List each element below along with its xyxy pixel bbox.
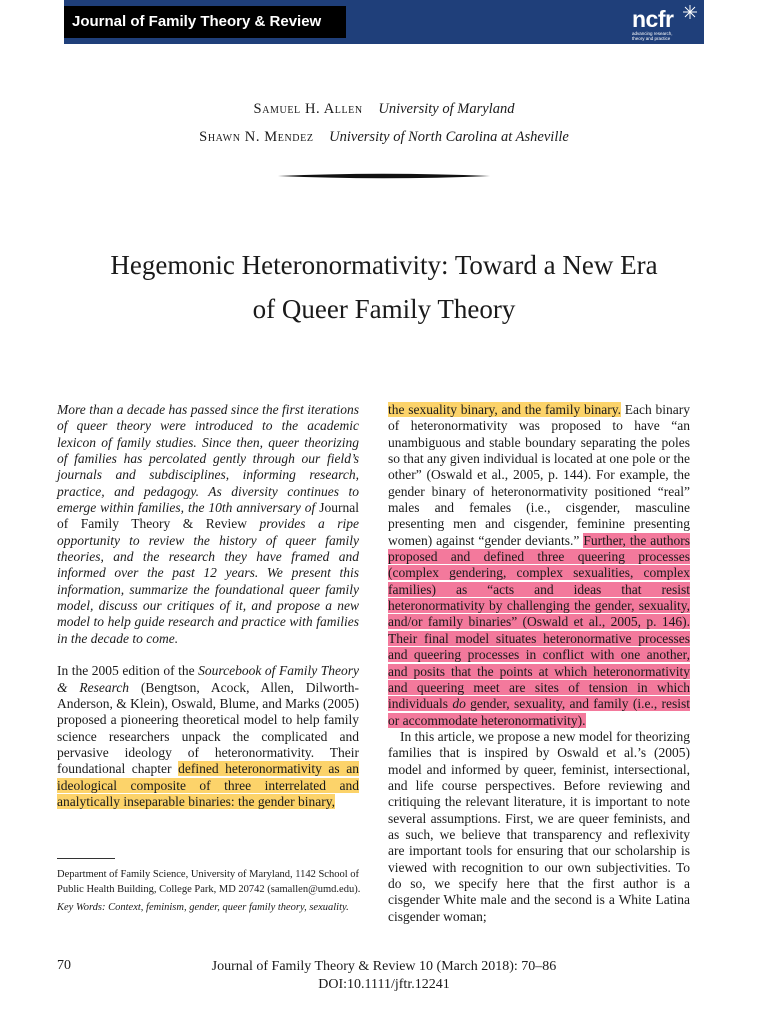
author-name: Shawn N. Mendez (199, 129, 314, 145)
doi: DOI:10.1111/jftr.12241 (318, 977, 450, 992)
keywords: Key Words: Context, feminism, gender, queer family theory, sexuality. (57, 902, 349, 913)
logo-tagline: advancing research, theory and practice (632, 31, 673, 41)
citation: Journal of Family Theory & Review 10 (March 2018): 70–86 (211, 959, 557, 974)
journal-name-inline: Journal of Family Theory & Review (57, 500, 359, 532)
ncfr-logo (632, 4, 698, 42)
right-column (388, 402, 690, 925)
book-title: Sourcebook of Family Theory & Research (57, 663, 359, 695)
body-paragraph: the sexuality binary, and the family binary. Each binary of heteronormativity was proposed to have “an unambiguous and stable boundary separating the poles so that any given individual is located at one pole or the other” (Oswald et al., 2005, p. 144). For example, the gender binary of heteronormativity positioned “real” males and females (i.e., cisgender, masculine presenting men and cisgender, feminine presenting women) against “gender deviants.” Further, the authors proposed and defined three queering processes (complex gendering, complex sexualities, complex families) as “acts and ideas that resist heteronormativity by challenging the gender, sexuality, and/or family binaries” (Oswald et al., 2005, p. 146). Their final model situates heteronormative processes and queering processes in conflict with one another, and posits that the points at which heteronormativity and queering meet are sites of tension in which individuals do gender, sexuality, and family (i.e., resist or accommodate heteronormativity). (388, 402, 691, 728)
highlight-yellow: defined heteronormativity as an ideological composite of three interrelated and analytically inseparable binaries: the gender binary, (57, 761, 359, 809)
author-contact: Department of Family Science, University of Maryland, 1142 School of Public Health Building, College Park, MD 20742 (samallen@umd.edu). (57, 869, 361, 895)
journal-banner (64, 0, 704, 44)
body-paragraph: In this article, we propose a new model for theorizing families that is inspired by Oswald et al.’s (2005) model and informed by queer, feminist, intersectional, and life course perspectives. Before reviewing and critiquing the relevant literature, it is important to note several assumptions. First, we are queer feminists, and as such, we believe that transparency and reflexivity are important tools for ensuring that our scholarship is viewed with recognition to our own subjectivities. To do so, we specify here that the first author is a cisgender White male and the second is a White Latina cisgender woman; (388, 728, 690, 924)
decorative-rule (278, 171, 490, 181)
article-title (40, 243, 728, 331)
page-number: 70 (57, 958, 71, 973)
starburst-icon (682, 4, 698, 20)
abstract: More than a decade has passed since the first iterations of queer theory were introduced to the academic lexicon of family studies. Since then, queer theorizing of families has percolated gently through our field’s journals and subdisciplines, informing research, practice, and pedagogy. As diversity continues to emerge within families, the 10th anniversary of Journal of Family Theory & Review provides a ripe opportunity to review the history of queer family theories, and the research they have framed and informed over the past 12 years. We present this information, summarize the foundational queer family model, discuss our critiques of it, and propose a new model to help guide research and practice with families in the decade to come. (57, 402, 359, 646)
footnote-rule (57, 858, 115, 859)
logo-text: ncfr (632, 6, 674, 32)
left-column (57, 402, 359, 810)
highlight-yellow: the sexuality binary, and the family binary. (388, 402, 622, 417)
title-line: of Queer Family Theory (252, 294, 516, 324)
journal-citation (0, 958, 768, 994)
author-affiliation: University of Maryland (378, 101, 515, 117)
author-line-1 (0, 101, 768, 118)
body-paragraph: In the 2005 edition of the Sourcebook of Family Theory & Research (Bengtson, Acock, Allen, Dilworth-Anderson, & Klein), Oswald, Blume, and Marks (2005) proposed a pioneering theoretical model to help family science researchers unpack the complicated and pervasive ideology of heteronormativity. Their foundational chapter defined heteronormativity as an ideological composite of three interrelated and analytically inseparable binaries: the gender binary, (57, 663, 359, 809)
title-line: Hegemonic Heteronormativity: Toward a New Era (110, 250, 658, 280)
author-line-2 (0, 129, 768, 146)
journal-name: Journal of Family Theory & Review (64, 6, 346, 38)
footnote (57, 868, 362, 916)
author-name: Samuel H. Allen (253, 101, 363, 117)
author-affiliation: University of North Carolina at Asheville (329, 129, 569, 145)
highlight-pink: Further, the authors proposed and defined three queering processes (complex gendering, complex sexualities, complex families) as “acts and ideas that resist heteronormativity by challenging the gender, sexuality, and/or family binaries” (Oswald et al., 2005, p. 146). Their final model situates heteronormative processes and queering processes in conflict with one another, and posits that the points at which heteronormativity and queering meet are sites of tension in which individuals do gender, sexuality, and family (i.e., resist or accommodate heteronormativity). (388, 532, 691, 728)
